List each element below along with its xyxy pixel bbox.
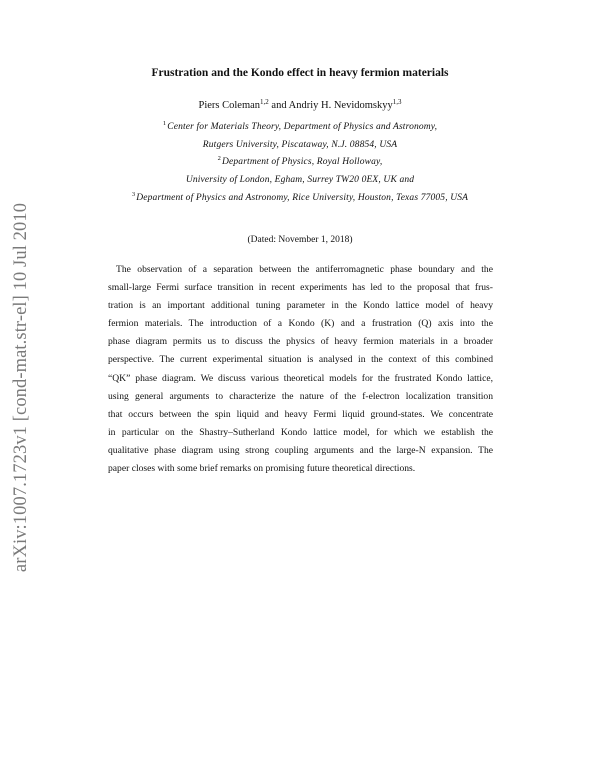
abstract-line: paper closes with some brief remarks on promising future theoretical directions.	[108, 463, 416, 475]
affiliation-text: University of London, Egham, Surrey TW20 0EX, UK and	[185, 175, 415, 185]
arxiv-identifier-stamp	[3, 195, 41, 580]
abstract-line: qualitative phase diagram using strong coupling arguments and the large-N expansion. The	[108, 444, 493, 456]
affiliation-marker: 3	[131, 191, 136, 198]
paper-title: Frustration and the Kondo effect in heavy fermion materials	[151, 67, 449, 79]
affiliation-text: Department of Physics and Astronomy, Rice University, Houston, Texas 77005, USA	[136, 193, 469, 203]
abstract-line: fermion materials. The introduction of a Kondo (K) and a frustration (Q) axis into the	[108, 318, 493, 330]
affiliation-text: Rutgers University, Piscataway, N.J. 08854, USA	[202, 140, 398, 150]
abstract-line: phase diagram permits us to discuss the physics of heavy fermion materials in a broader	[108, 336, 493, 348]
affiliation-line	[0, 193, 600, 203]
affiliation-marker: 2	[217, 155, 222, 162]
author-list	[0, 100, 600, 111]
arxiv-identifier-text: arXiv:1007.1723v1 [cond-mat.str-el] 10 Jul 2010	[11, 202, 32, 573]
author-name: Piers Coleman	[198, 100, 261, 111]
affiliation-marker: 1	[162, 120, 167, 127]
abstract-line: The observation of a separation between the antiferromagnetic phase boundary and the	[116, 264, 493, 275]
abstract-line: in particular on the Shastry–Sutherland Kondo lattice model, for which we establish the	[108, 426, 493, 438]
author-affiliation-marker: 1,3	[392, 98, 402, 106]
abstract-line: using general arguments to characterize the nature of the f-electron localization transition	[108, 390, 493, 402]
affiliation-text: Center for Materials Theory, Department of Physics and Astronomy,	[167, 122, 438, 132]
affiliation-text: Department of Physics, Royal Holloway,	[222, 157, 383, 167]
affiliation-line	[0, 175, 600, 185]
affiliation-line	[0, 140, 600, 150]
abstract-line: that occurs between the spin liquid and heavy Fermi liquid ground-states. We concentrate	[108, 408, 493, 420]
affiliation-line	[0, 157, 600, 167]
author-name: Andriy H. Nevidomskyy	[288, 100, 393, 111]
abstract-line: “QK” phase diagram. We discuss various theoretical models for the frustrated Kondo lattice,	[108, 372, 493, 384]
abstract	[108, 261, 493, 478]
abstract-line: small-large Fermi surface transition in recent experiments has led to the proposal that frus-	[108, 282, 493, 294]
author-affiliation-marker: 1,2	[260, 98, 269, 106]
dated-line: (Dated: November 1, 2018)	[247, 235, 353, 245]
abstract-line: tration is an important additional tuning parameter in the Kondo lattice model of heavy	[108, 300, 493, 312]
affiliation-line	[0, 122, 600, 132]
abstract-line: perspective. The current experimental situation is analysed in the context of this combined	[108, 354, 493, 366]
author-conjunction: and	[271, 100, 287, 111]
